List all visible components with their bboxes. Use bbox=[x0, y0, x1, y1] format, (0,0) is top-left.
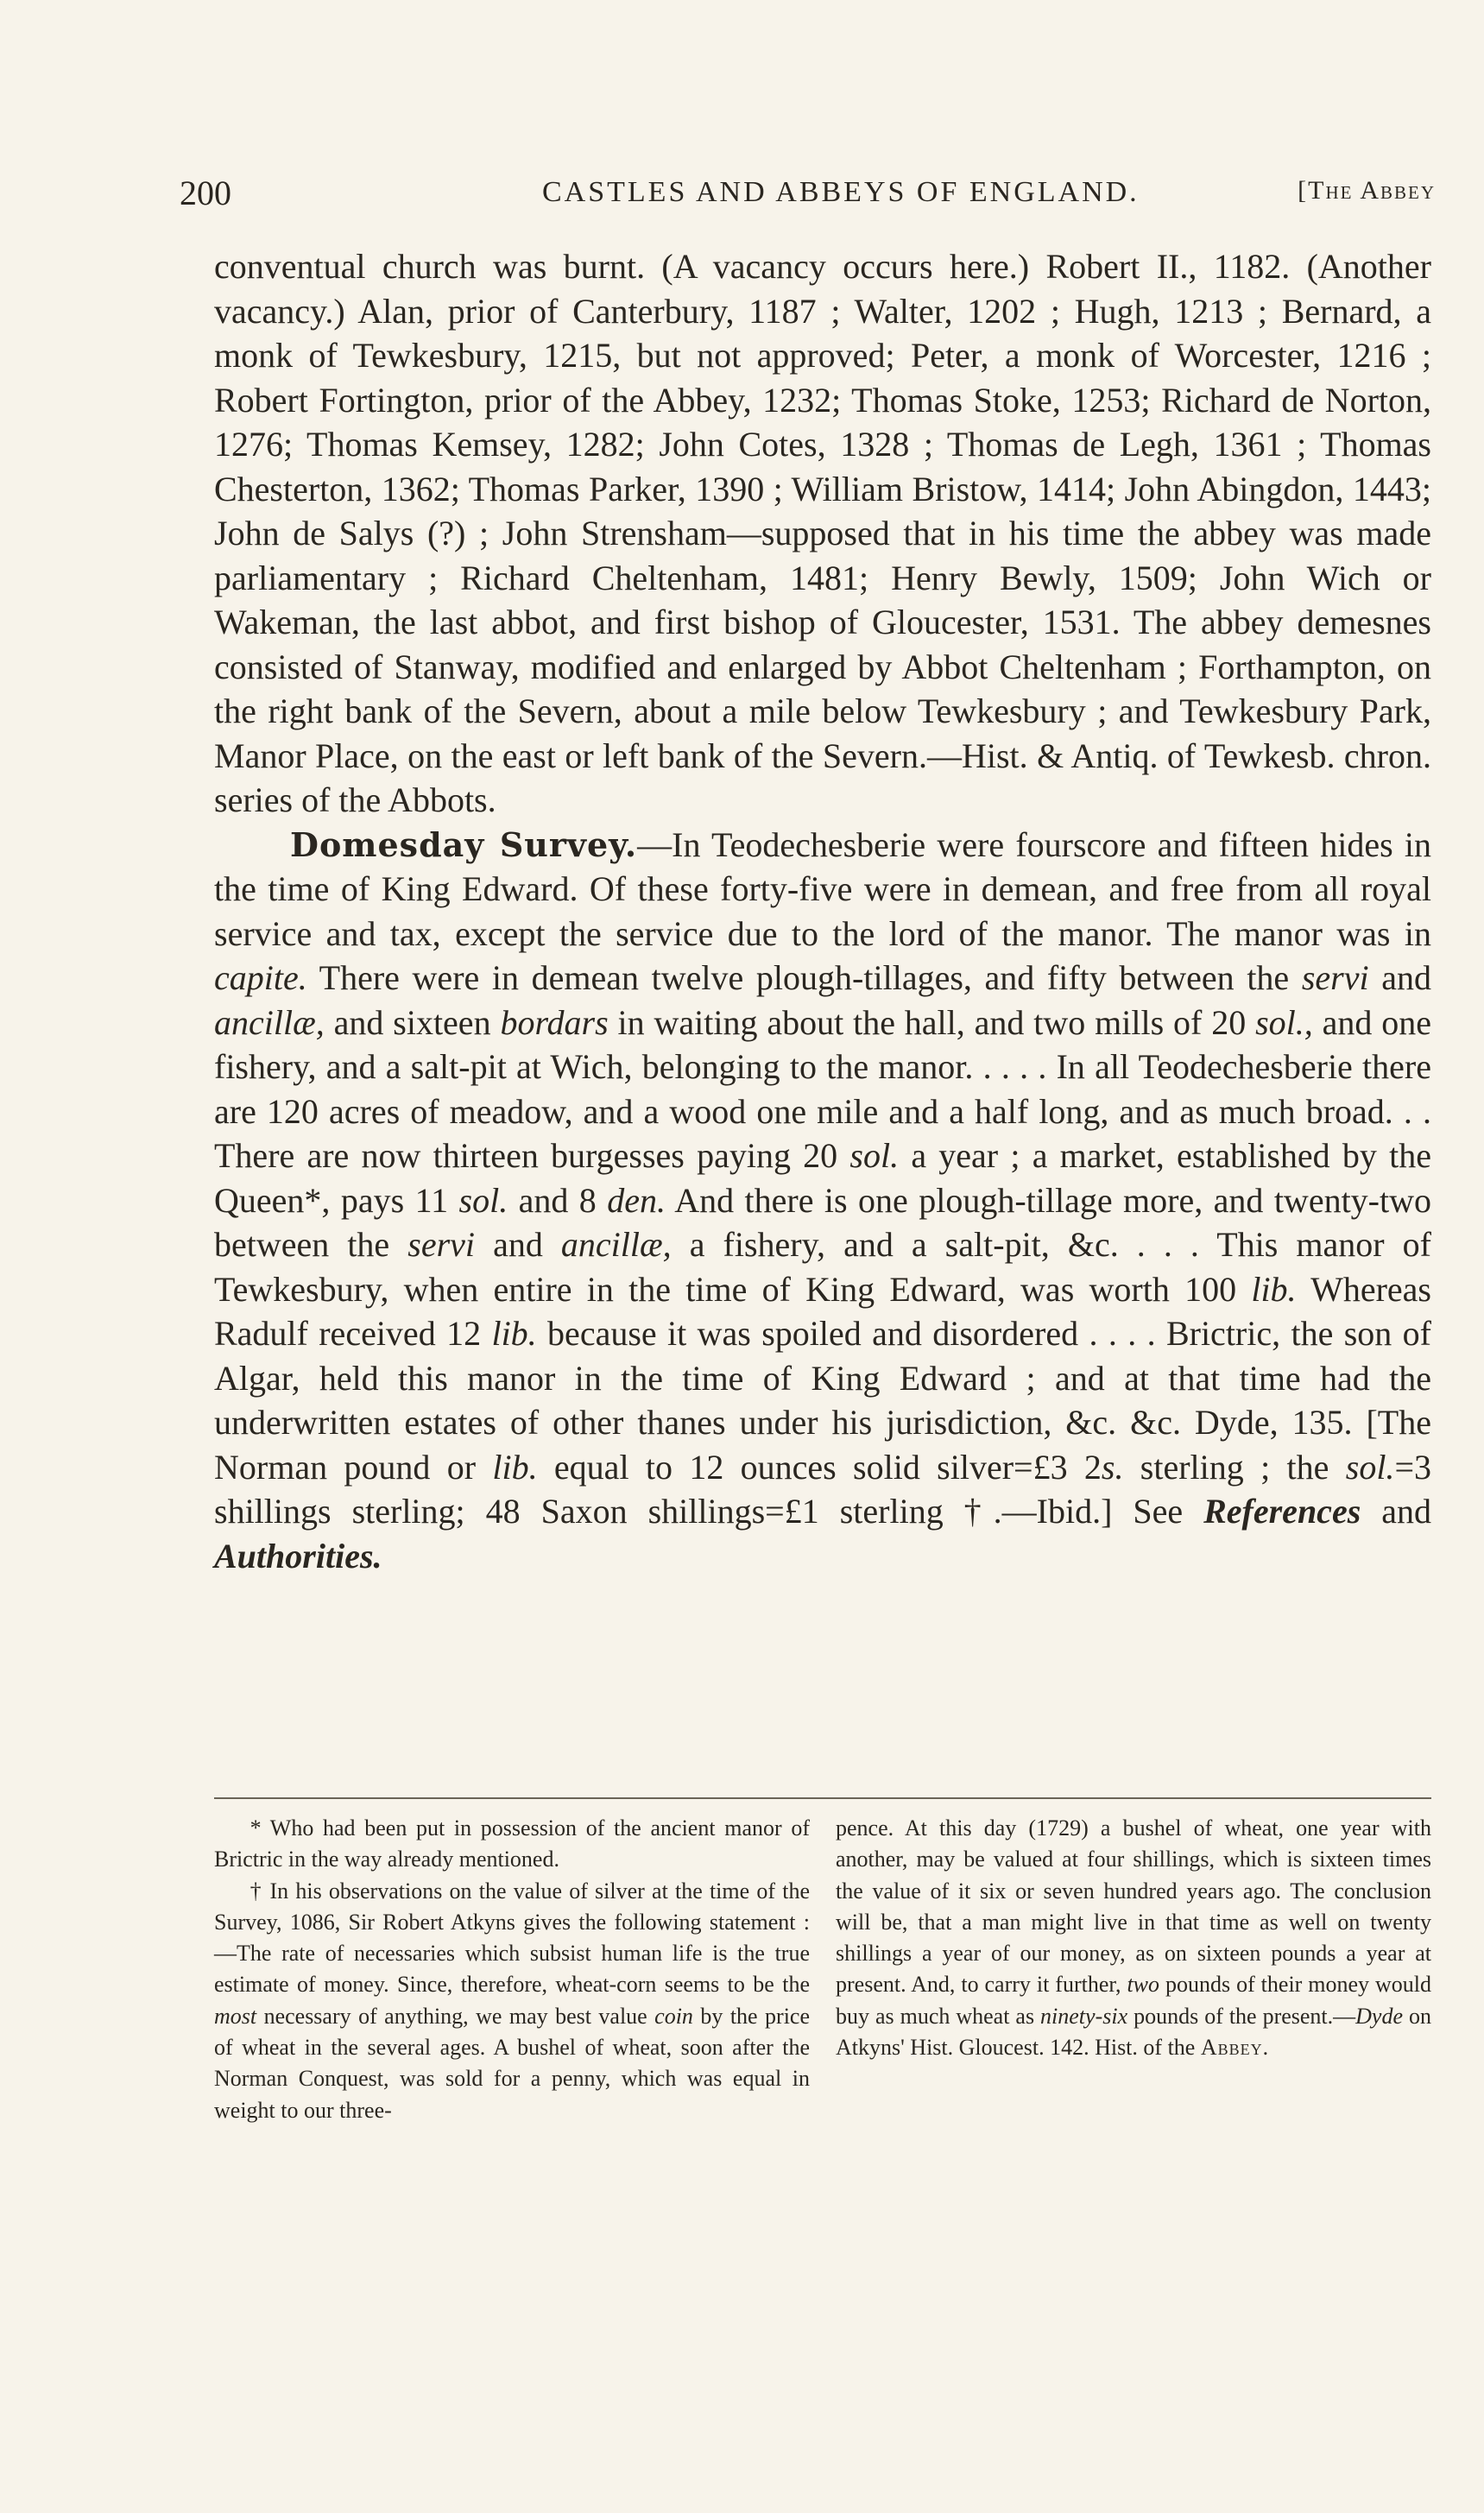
footnote-divider bbox=[214, 1797, 1431, 1799]
running-title: CASTLES AND ABBEYS OF ENGLAND. bbox=[542, 176, 1140, 208]
page-header bbox=[180, 173, 1436, 216]
footnote-dagger-continued: pence. At this day (1729) a bushel of wheat, one year with another, may be valued at four shillings, which is sixteen times the value of it six or seven hundred years ago. The conclusion will be, that a man might live in that time as well on twenty shillings a year of our money, as on sixteen pounds a year at present. And, to carry it further, two pounds of their money would buy as much wheat as ninety-six pounds of the present.—Dyde on Atkyns' Hist. Gloucest. 142. Hist. of the Abbey. bbox=[836, 1815, 1432, 2061]
running-head-right: [The Abbey bbox=[1298, 176, 1436, 205]
footnote-column-right bbox=[836, 1813, 1431, 2126]
authorities-link-text: Authorities. bbox=[214, 1536, 382, 1575]
references-link-text: References bbox=[1203, 1492, 1361, 1531]
main-text bbox=[214, 244, 1431, 1578]
paragraph-abbots-list: conventual church was burnt. (A vacancy occurs here.) Robert II., 1182. (Another vacancy.) Alan, prior of Canterbury, 1187 ; Walter, 1202 ; Hugh, 1213 ; Bernard, a monk of Tewkesbury, 1215, but not approved; Peter, a monk of Worcester, 1216 ; Robert Fortington, prior of the Abbey, 1232; Thomas Stoke, 1253; Richard de Norton, 1276; Thomas Kemsey, 1282; John Cotes, 1328 ; Thomas de Legh, 1361 ; Thomas Chesterton, 1362; Thomas Parker, 1390 ; William Bristow, 1414; John Abingdon, 1443; John de Salys (?) ; John Strensham—supposed that in his time the abbey was made parliamentary ; Richard Cheltenham, 1481; Henry Bewly, 1509; John Wich or Wakeman, the last abbot, and first bishop of Gloucester, 1531. The abbey demesnes consisted of Stanway, modified and enlarged by Abbot Cheltenham ; Forthampton, on the right bank of the Severn, about a mile below Tewkesbury ; and Tewkesbury Park, Manor Place, on the east or left bank of the Severn.—Hist. & Antiq. of Tewkesb. chron. series of the Abbots. bbox=[214, 247, 1431, 819]
paragraph-domesday: Domesday Survey.—In Teodechesberie were fourscore and fifteen hides in the time of King Edward. Of these forty-five were in demean, and free from all royal service and tax, except the service due to the lord of the manor. The manor was in capite. There were in demean twelve plough-tillages, and fifty between the servi and ancillæ, and sixteen bordars in waiting about the hall, and two mills of 20 sol., and one fishery, and a salt-pit at Wich, belonging to the manor. . . . . In all Teodechesberie there are 120 acres of meadow, and a wood one mile and a half long, and as much broad. . . There are now thirteen burgesses paying 20 sol. a year ; a market, established by the Queen*, pays 11 sol. and 8 den. And there is one plough-tillage more, and twenty-two between the servi and ancillæ, a fishery, and a salt-pit, &c. . . . This manor of Tewkesbury, when entire in the time of King Edward, was worth 100 lib. Whereas Radulf received 12 lib. because it was spoiled and disordered . . . . Brictric, the son of Algar, held this manor in the time of King Edward ; and at that time had the underwritten estates of other thanes under his jurisdiction, &c. &c. Dyde, 135. [The Norman pound or lib. equal to 12 ounces solid silver=£3 2s. sterling ; the sol.=3 shillings sterling; 48 Saxon shillings=£1 sterling †.—Ibid.] See References and Authorities. bbox=[214, 824, 1432, 1575]
page-number: 200 bbox=[180, 174, 231, 212]
footnote-asterisk: * Who had been put in possession of the ancient manor of Brictric in the way already mentioned. bbox=[214, 1815, 810, 1872]
footnote-dagger: † In his observations on the value of silver at the time of the Survey, 1086, Sir Robert Atkyns gives the following statement :—The rate of necessaries which subsist human life is the true estimate of money. Since, therefore, wheat-corn seems to be the most necessary of anything, we may best value coin by the price of wheat in the several ages. A bushel of wheat, soon after the Norman Conquest, was sold for a penny, which was equal in weight to our three- bbox=[214, 1878, 811, 2123]
footnotes bbox=[214, 1813, 1431, 2126]
domesday-heading: Domesday Survey. bbox=[290, 824, 638, 864]
footnote-column-left bbox=[214, 1813, 810, 2126]
